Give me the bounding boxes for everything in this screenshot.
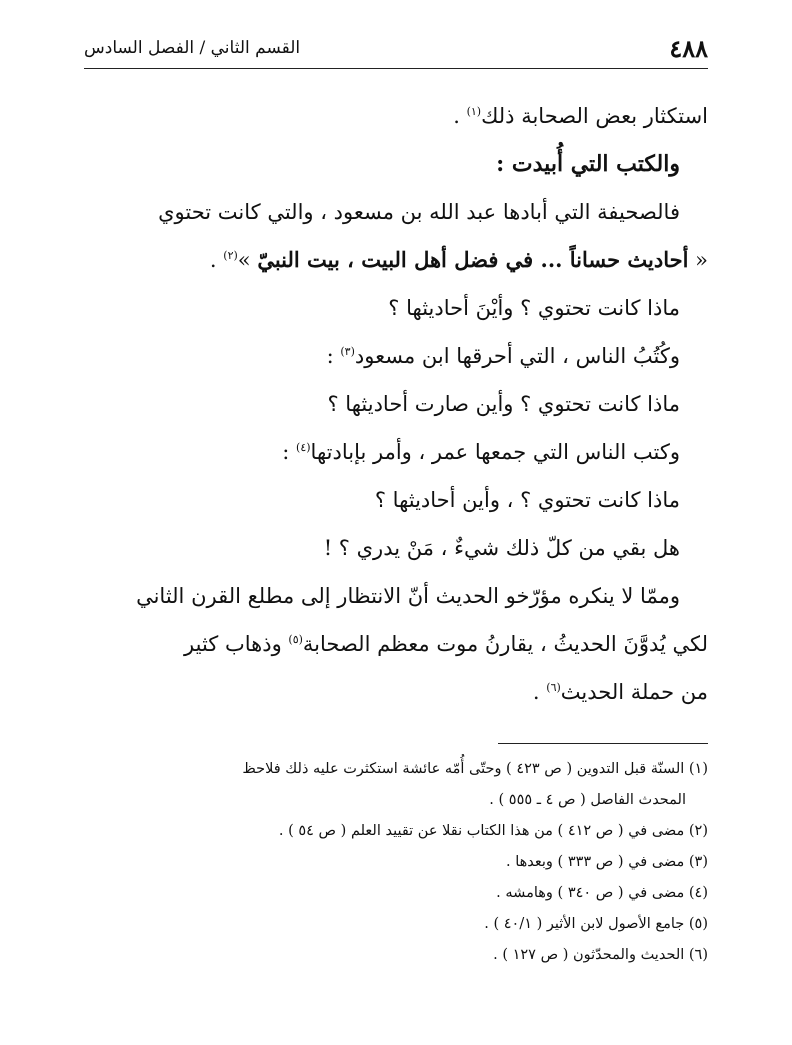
text-line: ماذا كانت تحتوي ؟ وأيْنَ أحاديثها ؟ <box>388 296 680 320</box>
quoted-bold-text: أحاديث حساناً ... في فضل أهل البيت ، بيت النبيّ <box>257 247 689 272</box>
main-text <box>84 92 708 716</box>
footnote-4: (٤) مضى في ( ص ٣٤٠ ) وهامشه . <box>496 885 708 901</box>
footnote-divider <box>498 743 708 744</box>
footnote-1: (١) السنّة قبل التدوين ( ص ٤٢٣ ) وحتّى أُمّه عائشة استكثرت عليه ذلك فلاحظ <box>242 761 708 777</box>
footnote-ref[interactable]: (٤) <box>296 441 311 454</box>
text-line: استكثار بعض الصحابة ذلك$^{(١)}$ . <box>453 104 708 128</box>
running-title: القسم الثاني / الفصل السادس <box>84 38 301 58</box>
page-number: ٤٨٨ <box>669 34 708 63</box>
text-line: فالصحيفة التي أبادها عبد الله بن مسعود ، والتي كانت تحتوي <box>158 200 680 224</box>
footnote-ref[interactable]: (٢) <box>223 249 238 262</box>
text-line: وكُتُبُ الناس ، التي أحرقها ابن مسعود$^{(٣)}$ : <box>326 344 680 368</box>
footnote-2: (٢) مضى في ( ص ٤١٢ ) من هذا الكتاب نقلا عن تقييد العلم ( ص ٥٤ ) . <box>278 823 708 839</box>
text-line: « أحاديث حساناً ... في فضل أهل البيت ، بيت النبيّ »$^{(٢)}$ . <box>209 247 708 272</box>
footnote-5: (٥) جامع الأصول لابن الأثير ( ٤٠/١ ) . <box>484 916 708 932</box>
text-line: ماذا كانت تحتوي ؟ وأين صارت أحاديثها ؟ <box>327 392 680 416</box>
section-heading: والكتب التي أُبيدت : <box>496 151 680 177</box>
text-line: هل بقي من كلّ ذلك شيءٌ ، مَنْ يدري ؟ ! <box>323 536 680 560</box>
text-line: لكي يُدوَّنَ الحديثُ ، يقارنُ موت معظم الصحابة$^{(٥)}$ وذهاب كثير <box>184 632 708 656</box>
page-header <box>84 34 708 69</box>
footnote-ref[interactable]: (١) <box>466 105 482 118</box>
footnotes <box>84 754 708 971</box>
footnote-6: (٦) الحديث والمحدّثون ( ص ١٢٧ ) . <box>493 947 708 963</box>
text-line: ماذا كانت تحتوي ؟ ، وأين أحاديثها ؟ <box>374 488 680 512</box>
footnote-ref[interactable]: (٥) <box>288 633 303 646</box>
text-line: من حملة الحديث$^{(٦)}$ . <box>532 680 708 704</box>
text-line: وكتب الناس التي جمعها عمر ، وأمر بإبادتها$^{(٤)}$ : <box>282 440 680 464</box>
footnote-ref[interactable]: (٣) <box>340 345 355 358</box>
footnote-1-continued: المحدث الفاصل ( ص ٤ ـ ٥٥٥ ) . <box>489 792 686 808</box>
footnote-ref[interactable]: (٦) <box>546 681 561 694</box>
footnote-3: (٣) مضى في ( ص ٣٣٣ ) وبعدها . <box>506 854 708 870</box>
text-line: وممّا لا ينكره مؤرّخو الحديث أنّ الانتظار إلى مطلع القرن الثاني <box>136 584 680 608</box>
